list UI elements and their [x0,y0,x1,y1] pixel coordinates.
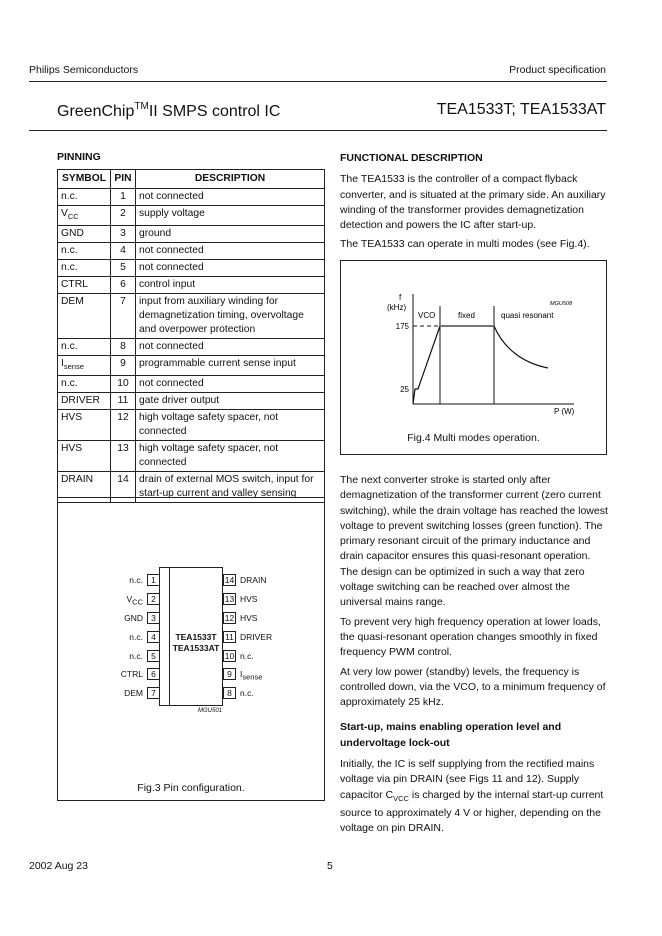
cell-pin: 10 [111,376,136,393]
pin-label: n.c. [129,632,143,642]
table-row [58,441,325,472]
region-quasi-resonant: quasi resonant [501,311,554,320]
cell-symbol: $I_{sense}$ [58,356,111,376]
cell-symbol: DRIVER [58,393,111,410]
pin-label: CTRL [120,669,143,679]
table-row [58,206,325,226]
cell-pin: 4 [111,243,136,260]
fig4-multi-modes [340,260,607,455]
pinning-heading: PINNING [57,151,101,163]
pin-number-box: 12 [224,613,235,623]
pin-label: HVS [240,613,258,623]
cell-pin: 2 [111,206,136,226]
cell-description: high voltage safety spacer, not connected [136,410,325,441]
cell-description: not connected [136,243,325,260]
footer-date: 2002 Aug 23 [29,860,88,872]
pin-number-box: 4 [147,631,160,643]
y-label-unit: (kHz) [387,303,407,312]
pin-label: GND [124,613,143,623]
header-rule [29,81,607,82]
vco-ramp [413,326,440,404]
footer-page-number: 5 [327,860,333,872]
cell-pin: 11 [111,393,136,410]
cell-pin: 3 [111,226,136,243]
cell-pin: 8 [111,339,136,356]
cell-description: drain of external MOS switch, input for start-up current and valley sensing [136,472,325,503]
table-row [58,243,325,260]
fig4-caption: Fig.4 Multi modes operation. [407,432,540,444]
pin-label: HVS [240,594,258,604]
cell-description: supply voltage [136,206,325,226]
ic-body [159,567,223,706]
table-row [58,339,325,356]
startup-heading: Start-up, mains enabling operation level and undervoltage lock-out [340,721,562,749]
pin-number-box: 5 [147,650,160,662]
cell-description: not connected [136,376,325,393]
chip-name-2: TEA1533AT [172,643,220,653]
cell-symbol: CTRL [58,277,111,294]
cell-pin: 9 [111,356,136,376]
cell-description: programmable current sense input [136,356,325,376]
cell-pin: 7 [111,294,136,339]
cell-description: ground [136,226,325,243]
pin-number-box: 9 [223,668,236,680]
pin-label: $V_{CC}$ [126,594,143,607]
tick-175: 175 [395,322,409,331]
pin-label: n.c. [240,651,254,661]
p6-sub: VCC [393,793,409,803]
pin-label: n.c. [240,688,254,698]
cell-symbol: $V_{CC}$ [58,206,111,226]
table-row [58,226,325,243]
col-description: DESCRIPTION [136,170,325,189]
cell-symbol: n.c. [58,189,111,206]
cell-pin: 6 [111,277,136,294]
cell-description: gate driver output [136,393,325,410]
pin-number-box: 14 [224,575,235,585]
paragraph [340,757,608,837]
pin-number-box: 3 [147,612,160,624]
functional-heading: FUNCTIONAL DESCRIPTION [340,152,483,164]
fig4-chart [341,261,608,456]
col-pin: PIN [111,170,136,189]
table-row [58,393,325,410]
pin-label: n.c. [129,651,143,661]
cell-description: not connected [136,260,325,277]
cell-description: input from auxiliary winding for demagnetization timing, overvoltage and overpower protection [136,294,325,339]
paragraph: At very low power (standby) levels, the frequency is controlled down, via the VCO, to a minimum frequency of approximately 25 kHz. [340,665,606,709]
pin-number-box: 1 [147,574,160,586]
col-symbol: SYMBOL [58,170,111,189]
cell-symbol: n.c. [58,376,111,393]
region-vco: VCO [418,311,436,320]
header-company: Philips Semiconductors [29,64,139,76]
pin-number-box: 11 [223,631,236,643]
table-row [58,260,325,277]
paragraph: To prevent very high frequency operation at lower loads, the quasi-resonant operation changes smoothly in fixed frequency PWM control. [340,615,601,659]
fig3-pin-configuration [57,497,325,801]
cell-symbol: HVS [58,410,111,441]
cell-symbol: DRAIN [58,472,111,503]
cell-description: high voltage safety spacer, not connected [136,441,325,472]
title-rule [29,130,607,131]
cell-symbol: n.c. [58,260,111,277]
title-pre: GreenChip [57,103,135,120]
table-row [58,189,325,206]
pin-label: DRAIN [240,575,267,585]
cell-pin: 14 [111,472,136,503]
table-row [58,356,325,376]
title-post: II SMPS control IC [148,103,281,120]
pin-number-box: 7 [147,687,160,699]
p6-text-a: Initially, the IC is self supplying from the rectified mains voltage via pin DRAIN (see Figs 11 and 12). Supply capacitor C [340,758,595,801]
table-row [58,277,325,294]
x-label: P (W) [554,407,575,416]
pin-number-box: 13 [224,594,235,604]
cell-description: not connected [136,189,325,206]
cell-symbol: GND [58,226,111,243]
cell-pin: 13 [111,441,136,472]
pin-number-box: 2 [147,593,160,605]
paragraph: The TEA1533 can operate in multi modes (see Fig.4). [340,238,590,251]
pin-label: DEM [124,688,143,698]
title-sup: TM [134,101,149,112]
tick-25: 25 [400,385,409,394]
paragraph: The TEA1533 is the controller of a compact flyback converter, and is situated at the primary side. An auxiliary winding of the transformer provides demagnetization detection and powers the IC after start-up. [340,173,606,232]
doc-part-number: TEA1533T; TEA1533AT [436,101,606,118]
paragraph: The next converter stroke is started only after demagnetization of the transformer current (zero current switching), while the drain voltage has reached the lowest voltage to prevent switching losses (green function). The primary resonant circuit of the primary inductance and drain capacitor ensures this quasi-resonant operation. The design can be optimized in such a way that zero voltage switching can be reached over almost the universal mains range. [340,474,608,609]
pin-number-box: 8 [223,687,236,699]
pin-label: $I_{sense}$ [240,669,263,682]
cell-description: not connected [136,339,325,356]
fig3-code: MGU501 [198,708,223,714]
table-row [58,294,325,339]
functional-description-bottom [340,473,608,841]
fig4-code: MGU508 [550,301,573,307]
qr-curve [494,326,548,368]
doc-title [57,101,280,121]
chip-name-1: TEA1533T [175,632,217,642]
pin-number-box: 6 [147,668,160,680]
pin-number-box: 10 [224,651,235,661]
cell-pin: 5 [111,260,136,277]
cell-pin: 1 [111,189,136,206]
region-fixed: fixed [458,311,475,320]
cell-symbol: HVS [58,441,111,472]
pin-label: n.c. [129,575,143,585]
fig3-caption: Fig.3 Pin configuration. [137,782,245,794]
p6-text-b: is charged by the internal start-up current source to approximately 4 V or higher, depending on the voltage on pin DRAIN. [340,788,604,835]
cell-description: control input [136,277,325,294]
cell-symbol: n.c. [58,339,111,356]
y-label-f: f [399,293,402,302]
functional-description-top [340,151,608,257]
cell-symbol: n.c. [58,243,111,260]
table-row [58,410,325,441]
cell-symbol: DEM [58,294,111,339]
header-doc-type: Product specification [509,64,606,76]
cell-pin: 12 [111,410,136,441]
pin-label: DRIVER [240,632,273,642]
pinning-table [57,169,325,503]
table-row [58,376,325,393]
